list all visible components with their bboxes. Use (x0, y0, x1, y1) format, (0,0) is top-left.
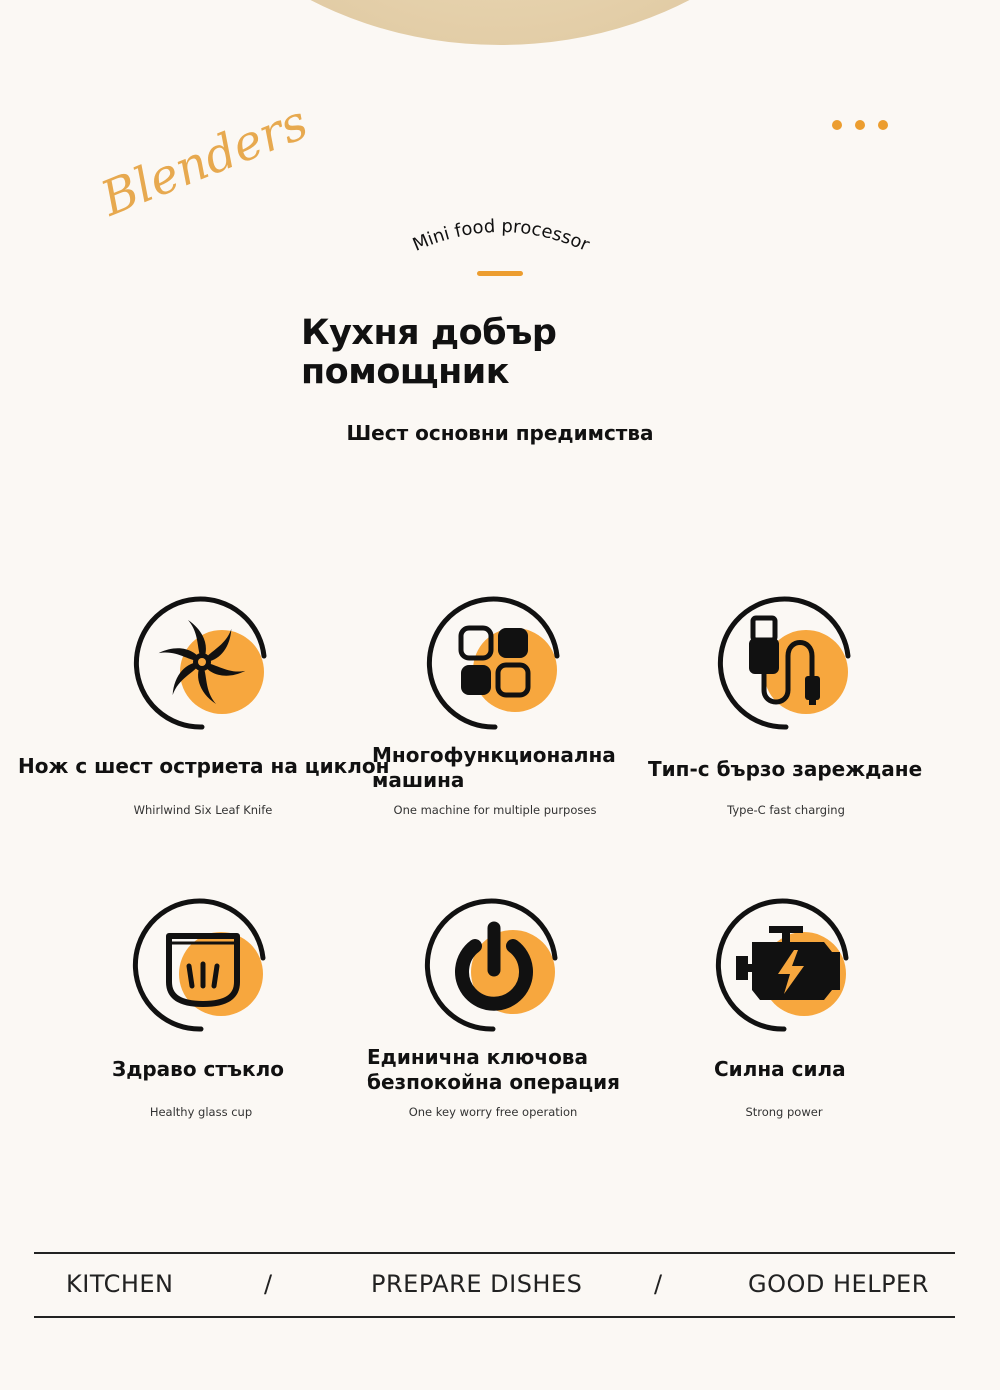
script-title (90, 94, 316, 228)
footer-item-prepare-dishes: PREPARE DISHES (371, 1270, 583, 1298)
page-title: Кухня добър помощник (301, 313, 557, 392)
engine-icon (714, 896, 854, 1036)
feature-title: Нож с шест остриета на циклон (18, 754, 390, 778)
accent-bar (477, 271, 523, 276)
more-dots-icon (832, 120, 888, 130)
footer-item-kitchen: KITCHEN (66, 1270, 174, 1298)
feature-subtitle: One machine for multiple purposes (393, 803, 597, 817)
feature-subtitle: Healthy glass cup (149, 1105, 253, 1119)
feature-subtitle: Strong power (745, 1105, 823, 1119)
footer-item-good-helper: GOOD HELPER (748, 1270, 929, 1298)
svg-text:Mini food processor: Mini food processor (409, 215, 593, 256)
feature-title: Силна сила (714, 1057, 846, 1081)
feature-title: Единична ключова безпокойна операция (367, 1045, 620, 1094)
blade-icon (132, 594, 272, 734)
feature-subtitle: Whirlwind Six Leaf Knife (133, 803, 273, 817)
grid-icon (425, 594, 565, 734)
top-product-arc (150, 0, 850, 45)
footer-separator: / (264, 1270, 273, 1298)
feature-subtitle: One key worry free operation (408, 1105, 578, 1119)
footer-separator: / (654, 1270, 663, 1298)
feature-title: Многофункционална машина (372, 743, 616, 792)
svg-text:Blenders: Blenders (93, 94, 316, 228)
footer-top-rule (34, 1252, 955, 1254)
feature-title: Тип-с бързо зареждане (648, 757, 923, 781)
page-subtitle: Шест основни предимства (346, 421, 654, 445)
feature-title: Здраво стъкло (112, 1057, 284, 1081)
footer-bottom-rule (34, 1316, 955, 1318)
usb-cable-icon (716, 594, 856, 734)
power-icon (423, 896, 563, 1036)
feature-subtitle: Type-C fast charging (727, 803, 845, 817)
arc-subtitle (380, 200, 620, 280)
glass-cup-icon (131, 896, 271, 1036)
